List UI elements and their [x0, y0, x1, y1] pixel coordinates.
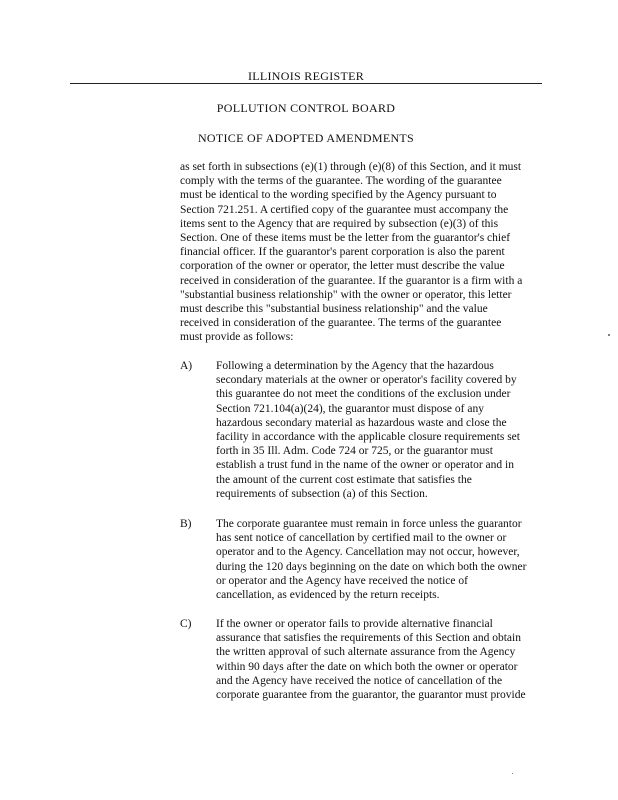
- item-line: cancellation, as evidenced by the return receipts.: [216, 589, 440, 602]
- item-line: corporate guarantee from the guarantor, the guarantor must provide: [216, 689, 526, 702]
- intro-line: received in consideration of the guarantee. If the guarantor is a firm with a: [180, 274, 523, 287]
- intro-line: Section. One of these items must be the letter from the guarantor's chief: [180, 232, 511, 245]
- item-line: establish a trust fund in the name of the owner or operator and in: [216, 459, 514, 472]
- item-text: [216, 517, 546, 602]
- item-line: within 90 days after the date on which both the owner or operator: [216, 660, 518, 673]
- intro-line: financial officer. If the guarantor's parent corporation is also the parent: [180, 246, 505, 259]
- item-line: and the Agency have received the notice of cancellation of the: [216, 674, 503, 687]
- item-label: A): [180, 360, 193, 372]
- register-title: ILLINOIS REGISTER: [247, 69, 365, 83]
- header-divider: [70, 83, 542, 84]
- intro-line: corporation of the owner or operator, the letter must describe the value: [180, 260, 505, 273]
- intro-line: as set forth in subsections (e)(1) through (e)(8) of this Section, and it must: [180, 161, 522, 173]
- item-line: has sent notice of cancellation by certified mail to the owner or: [216, 532, 507, 545]
- item-label: B): [180, 518, 192, 530]
- intro-line: items sent to the Agency that are required by subsection (e)(3) of this: [180, 217, 499, 230]
- intro-line: must describe this "substantial business relationship" and the value: [180, 303, 488, 316]
- intro-line: must be identical to the wording specified by the Agency pursuant to: [180, 189, 497, 202]
- intro-paragraph: [180, 160, 544, 345]
- item-line: facility in accordance with the applicable closure requirements set: [216, 431, 520, 444]
- item-line: assurance that satisfies the requirements of this Section and obtain: [216, 632, 521, 645]
- item-line: The corporate guarantee must remain in force unless the guarantor: [216, 518, 522, 530]
- item-line: hazardous secondary material as hazardous waste and close the: [216, 416, 507, 429]
- item-line: the amount of the current cost estimate that satisfies the: [216, 473, 472, 486]
- scan-speck: [608, 334, 610, 336]
- board-title: POLLUTION CONTROL BOARD: [216, 101, 396, 115]
- intro-line: Section 721.251. A certified copy of the guarantee must accompany the: [180, 203, 509, 216]
- item-line: during the 120 days beginning on the date on which both the owner: [216, 560, 527, 573]
- notice-title: NOTICE OF ADOPTED AMENDMENTS: [197, 131, 415, 145]
- intro-line: "substantial business relationship" with the owner or operator, this letter: [180, 288, 512, 301]
- item-text: [216, 617, 546, 702]
- item-line: this guarantee do not meet the conditions of the exclusion under: [216, 388, 511, 401]
- item-line: or operator and the Agency have received the notice of: [216, 574, 468, 587]
- item-text: [216, 359, 546, 501]
- intro-line: comply with the terms of the guarantee. The wording of the guarantee: [180, 175, 502, 188]
- intro-line: received in consideration of the guarantee. The terms of the guarantee: [180, 317, 502, 330]
- item-label: C): [180, 618, 192, 630]
- item-line: secondary materials at the owner or operator's facility covered by: [216, 374, 517, 387]
- item-line: operator and to the Agency. Cancellation may not occur, however,: [216, 546, 520, 559]
- intro-line: must provide as follows:: [180, 331, 294, 344]
- item-line: forth in 35 Ill. Adm. Code 724 or 725, or the guarantor must: [216, 445, 493, 458]
- item-line: requirements of subsection (a) of this Section.: [216, 487, 428, 500]
- item-line: Section 721.104(a)(24), the guarantor must dispose of any: [216, 402, 484, 415]
- item-line: Following a determination by the Agency that the hazardous: [216, 360, 494, 372]
- item-line: the written approval of such alternate assurance from the Agency: [216, 646, 516, 659]
- scan-speck: [512, 773, 513, 774]
- item-line: If the owner or operator fails to provide alternative financial: [216, 618, 493, 630]
